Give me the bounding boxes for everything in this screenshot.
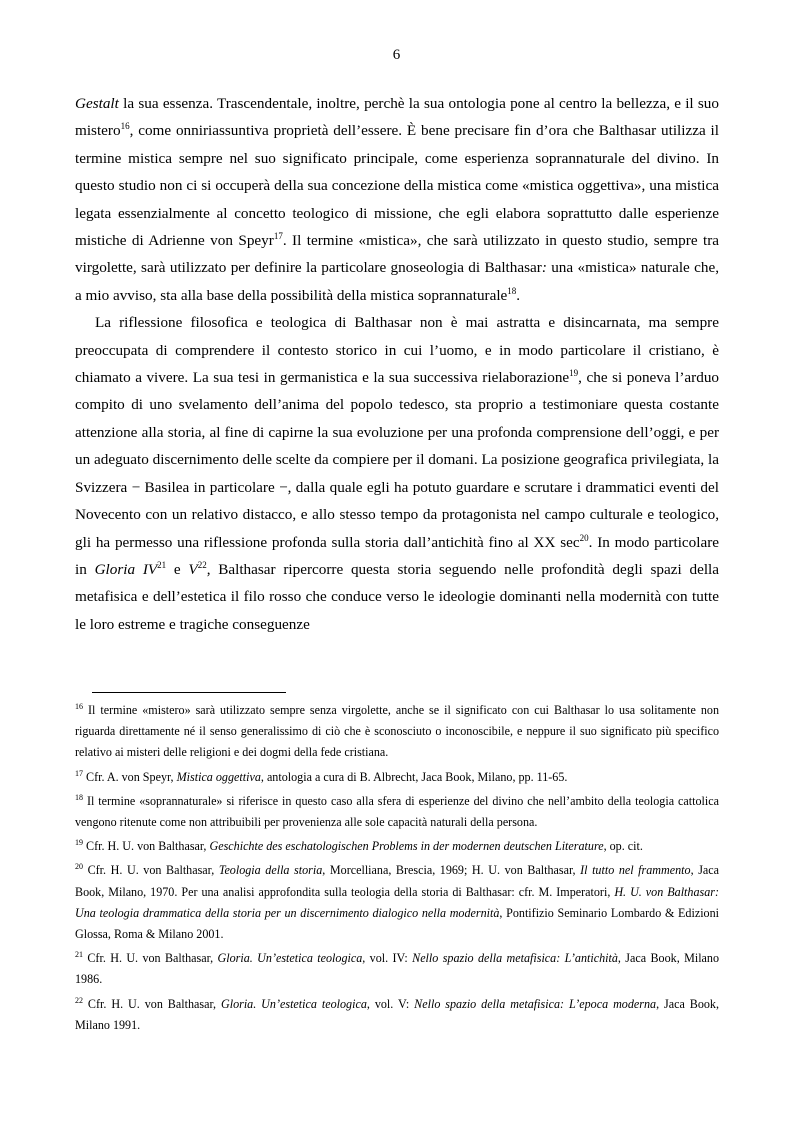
paragraph-1 <box>75 90 719 309</box>
footnote-21 <box>75 948 719 990</box>
footnote-title: Nello spazio della metafisica: L’epoca moderna <box>414 996 657 1011</box>
footnote-number: 17 <box>75 768 83 778</box>
footnote-number: 16 <box>75 701 83 711</box>
footnote-ref-20[interactable]: 20 <box>579 532 589 543</box>
footnote-22 <box>75 994 719 1036</box>
footnote-16 <box>75 700 719 764</box>
p2-text-4: e <box>166 560 189 578</box>
footnote-number: 21 <box>75 950 83 960</box>
p1-text-2: , come onniriassuntiva proprietà dell’essere. È bene precisare fin d’ora che Balthasar utilizza il termine mistica sempre nel suo significato principale, come esperienza soprannaturale del divino. In questo studio non ci si occuperà della sua concezione della mistica come «mistica oggettiva», una mistica legata essenzialmente al concetto teologico di missione, che egli elabora soprattutto dalle esperienze mistiche di Adrienne von Speyr <box>75 122 719 250</box>
paragraph-2 <box>75 309 719 638</box>
p1-text-5: . <box>516 286 521 304</box>
footnote-17 <box>75 767 719 788</box>
footnote-ref-21[interactable]: 21 <box>157 559 167 570</box>
term-gestalt: Gestalt <box>75 95 119 112</box>
footnote-text: , Jaca Book, Milano 1986. <box>75 951 720 987</box>
footnote-19 <box>75 836 719 857</box>
footnote-number: 22 <box>75 995 83 1005</box>
footnote-text: , antologia a cura di B. Albrecht, Jaca Book, Milano, pp. 11-65. <box>260 769 568 784</box>
footnote-20 <box>75 860 719 945</box>
main-text <box>75 90 719 638</box>
footnote-text: , vol. V: <box>366 996 415 1011</box>
footnote-text: Cfr. H. U. von Balthasar, <box>83 996 221 1011</box>
p2-text-5: , Balthasar ripercorre questa storia seguendo nelle profondità degli spazi della metafisica e dell’estetica il filo rosso che conduce verso le ideologie dominanti nella modernità con tutte le loro estreme e tragiche conseguenze <box>75 560 719 633</box>
footnote-separator <box>92 692 286 693</box>
p2-text-1: La riflessione filosofica e teologica di Balthasar non è mai astratta e disincarnata, ma sempre preoccupata di comprendere il contesto storico in cui l’uomo, e in modo particolare il cristiano, è chiamato a vivere. La sua tesi in germanistica e la sua successiva rielaborazione <box>75 314 719 387</box>
footnote-title: Geschichte des eschatologischen Problems in der modernen deutschen Literature <box>209 839 604 854</box>
p1-colon: : <box>541 259 547 277</box>
footnote-text: Cfr. H. U. von Balthasar, <box>83 839 210 854</box>
footnote-ref-19[interactable]: 19 <box>569 368 579 378</box>
footnote-number: 19 <box>75 838 83 848</box>
footnotes <box>75 700 719 1039</box>
footnote-text: , Jaca Book, Milano, 1970. Per una analisi approfondita sulla teologia della storia di Balthasar: cfr. M. Imperatori, <box>75 863 720 899</box>
footnote-text: Cfr. A. von Speyr, <box>83 769 177 784</box>
footnote-18 <box>75 791 719 833</box>
footnote-text: , op. cit. <box>603 839 643 854</box>
footnote-title: Gloria. Un’estetica teologica <box>217 951 363 966</box>
p1-text-3: . Il termine «mistica», che sarà utilizzato in questo studio, sempre tra virgolette, sarà utilizzato per definire la particolare gnoseologia di Balthasar <box>75 232 719 277</box>
footnote-text: , Pontifizio Seminario Lombardo & Edizioni Glossa, Roma & Milano 2001. <box>75 905 720 942</box>
title-gloria-iv: Gloria IV <box>94 560 158 578</box>
p2-text-2: , che si poneva l’arduo compito di uno svelamento dell’anima del popolo tedesco, sta proprio a testimoniare questa costante attenzione alla storia, al fine di capirne la sua evoluzione per una profonda comprensione dell’oggi, e per un adeguato discernimento delle scelte da compiere per il domani. La posizione geografica privilegiata, la Svizzera − Basilea in particolare −, dalla quale egli ha potuto guardare e scrutare i drammatici eventi del Novecento con un relativo distacco, e allo stesso tempo da protagonista nel campo culturale e teologico, gli ha permesso una riflessione profonda sulla storia dall’antichità fino al XX sec <box>75 369 720 551</box>
footnote-title: H. U. von Balthasar: Una teologia drammatica della storia per un discernimento dialogico nella modernità <box>75 884 719 920</box>
p1-text-4: una «mistica» naturale che, a mio avviso, sta alla base della possibilità della mistica soprannaturale <box>75 259 719 304</box>
footnote-text: , vol. IV: <box>362 951 413 966</box>
footnote-title: Teologia della storia <box>218 863 323 878</box>
footnote-text: Cfr. H. U. von Balthasar, <box>83 863 219 878</box>
footnote-ref-16[interactable]: 16 <box>120 121 130 132</box>
footnote-text: Il termine «mistero» sarà utilizzato sempre senza virgolette, anche se il significato con cui Balthasar lo usa solitamente non riguarda direttamente né il senso generalissimo di ciò che è sconosciuto o inconoscibile, e neppure il suo significato più specifico relativo ai misteri delle religioni e dei dogmi della fede cristiana. <box>75 703 719 760</box>
footnote-number: 20 <box>75 862 83 872</box>
title-v: V <box>188 560 198 578</box>
footnote-title: Nello spazio della metafisica: L’antichità <box>412 951 618 966</box>
footnote-ref-22[interactable]: 22 <box>197 559 207 570</box>
footnote-text: Cfr. H. U. von Balthasar, <box>83 951 218 966</box>
footnote-ref-17[interactable]: 17 <box>273 230 283 241</box>
p1-text-1: la sua essenza. Trascendentale, inoltre, perchè la sua ontologia pone al centro la bellezza, e il suo mistero <box>75 95 719 140</box>
footnote-text: , Jaca Book, Milano 1991. <box>75 996 719 1032</box>
footnote-ref-18[interactable]: 18 <box>507 285 517 296</box>
footnote-text: Il termine «soprannaturale» si riferisce in questo caso alla sfera di esperienze del divino che nell’ambito della teologia cattolica vengono ritenute come non attribuibili per provenienza alle sole capacità naturali della persona. <box>75 793 719 830</box>
footnote-title: Mistica oggettiva <box>176 769 261 784</box>
footnote-title: Gloria. Un’estetica teologica <box>220 996 367 1011</box>
footnote-number: 18 <box>75 792 83 802</box>
footnote-title: Il tutto nel frammento <box>580 863 691 878</box>
footnote-text: , Morcelliana, Brescia, 1969; H. U. von Balthasar, <box>322 863 581 878</box>
page-number: 6 <box>392 47 401 63</box>
p2-text-3: . In modo particolare in <box>75 533 720 578</box>
